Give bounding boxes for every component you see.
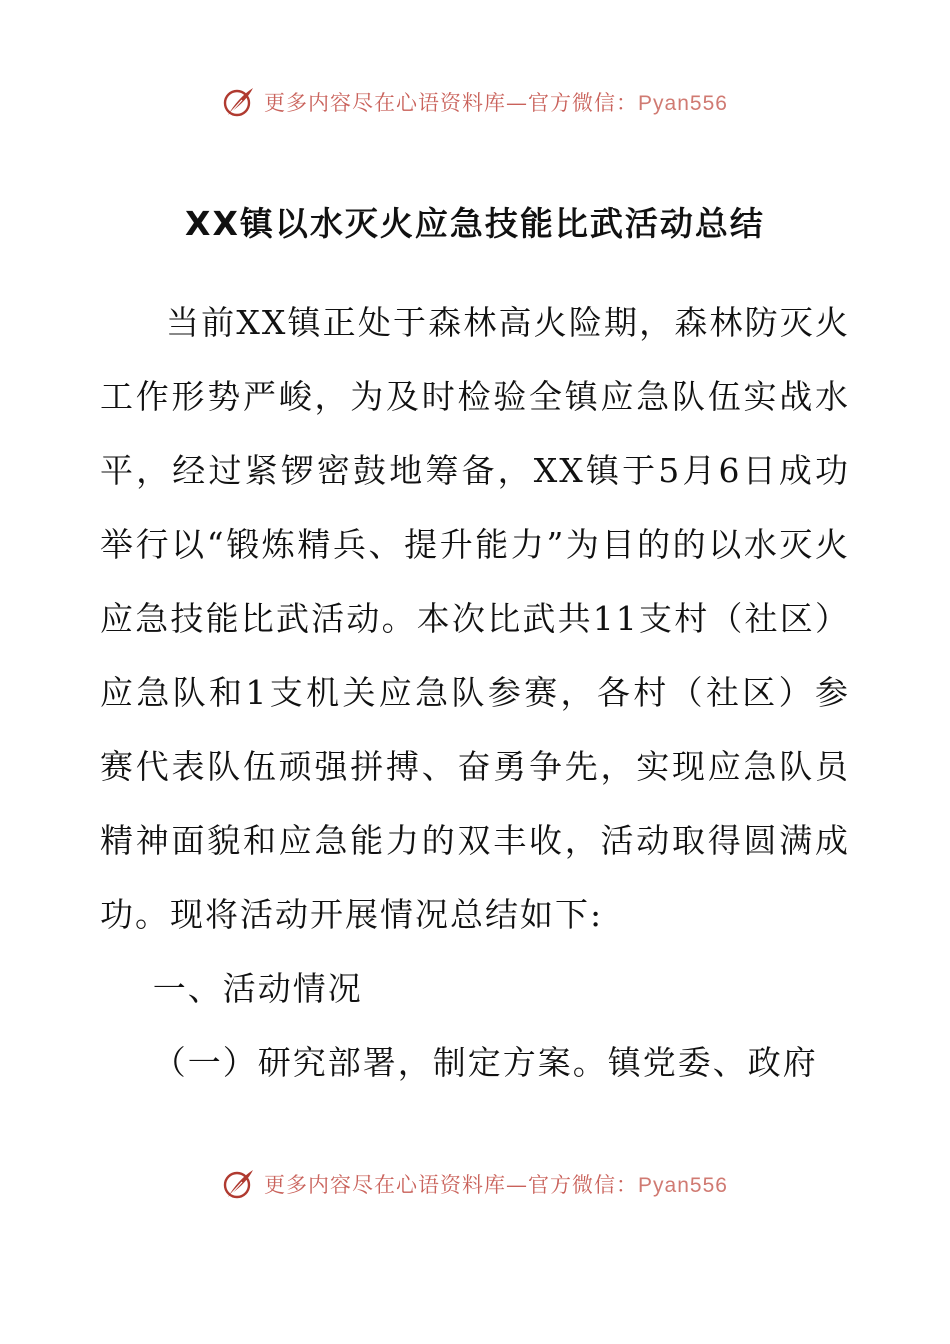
watermark-banner-top bbox=[0, 80, 950, 124]
document-title: XX镇以水灭火应急技能比武活动总结 bbox=[185, 204, 765, 243]
section-heading: 一、活动情况 bbox=[152, 969, 363, 1008]
body-paragraph: 当前XX镇正处于森林高火险期，森林防灭火工作形势严峻，为及时检验全镇应急队伍实战水平，经过紧锣密鼓地筹备，XX镇于5月6日成功举行以“锻炼精兵、提升能力”为目的的以水灭火应急技能比武活动。本次比武共11支村（社区）应急队和1支机关应急队参赛，各村（社区）参赛代表队伍顽强拼搏、奋勇争先，实现应急队员精神面貌和应急能力的双丰收，活动取得圆满成功。现将活动开展情况总结如下: bbox=[100, 303, 850, 934]
quill-pen-logo-icon bbox=[222, 1167, 256, 1201]
wechat-id: Pyan556 bbox=[638, 1174, 728, 1197]
watermark-banner-bottom bbox=[0, 1162, 950, 1206]
watermark-text: 更多内容尽在心语资料库—官方微信：Pyan556 bbox=[264, 91, 728, 115]
watermark-text: 更多内容尽在心语资料库—官方微信：Pyan556 bbox=[264, 1173, 728, 1197]
document-body bbox=[100, 286, 850, 1100]
quill-pen-logo-icon bbox=[222, 85, 256, 119]
subsection-paragraph: （一）研究部署，制定方案。镇党委、政府 bbox=[152, 1043, 818, 1082]
wechat-id: Pyan556 bbox=[638, 92, 728, 115]
